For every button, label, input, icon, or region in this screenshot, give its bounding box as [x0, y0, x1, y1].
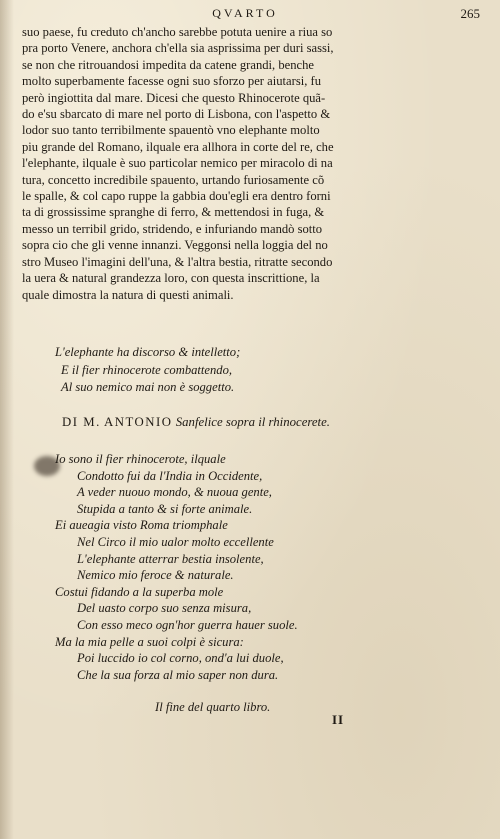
- heading-author-name: ANTONIO: [103, 415, 173, 429]
- prose-line: sopra cio che gli venne innanzi. Veggonsi nella loggia del no: [22, 238, 328, 253]
- sonnet: [55, 451, 455, 683]
- prose-line: però ingiottita dal mare. Dicesi che questo Rhinocerote quã-: [22, 90, 326, 105]
- epigram-line: L'elephante ha discorso & intelletto;: [55, 345, 241, 359]
- sonnet-line: Del uasto corpo suo senza misura,: [77, 601, 252, 616]
- sonnet-line: L'elephante atterrar bestia insolente,: [77, 551, 264, 566]
- prose-line: molto superbamente facesse ogni suo sforzo per aiutarsi, fu: [22, 74, 322, 89]
- prose-line: suo paese, fu creduto ch'ancho sarebbe potuta uenire a riua so: [22, 25, 333, 39]
- sonnet-line: A veder nuouo mondo, & nuoua gente,: [77, 485, 272, 500]
- sonnet-line: Nemico mio feroce & naturale.: [77, 568, 234, 583]
- sonnet-line: Che la sua forza al mio saper non dura.: [77, 667, 279, 682]
- sonnet-line: Nel Circo il mio ualor molto eccellente: [77, 534, 274, 549]
- prose-line: le spalle, & col capo ruppe la gabbia dou'egli era dentro forni: [22, 189, 331, 204]
- prose-line: do e'su sbarcato di mare nel porto di Lisbona, con l'aspetto &: [22, 107, 331, 122]
- epigram-line: Al suo nemico mai non è soggetto.: [61, 380, 235, 394]
- gathering-signature: II: [332, 712, 345, 727]
- page-gutter-shadow: [0, 0, 14, 839]
- poem-heading: [62, 415, 482, 430]
- sonnet-line: Con esso meco ogn'hor guerra hauer suole.: [77, 617, 298, 632]
- sonnet-line: Condotto fui da l'India in Occidente,: [77, 468, 263, 483]
- inscription-epigram: [55, 344, 455, 397]
- prose-line: se non che ritrouandosi impedita da catene grandi, benche: [22, 57, 314, 72]
- prose-line: quale dimostra la natura di questi animali.: [22, 287, 234, 302]
- prose-paragraph: [22, 24, 480, 303]
- sonnet-line: Ma la mia pelle a suoi colpi è sicura:: [55, 634, 244, 649]
- sonnet-line: Costui fidando a la superba mole: [55, 584, 224, 599]
- prose-line: la uera & natural grandezza loro, con questa inscrittione, la: [22, 271, 320, 286]
- prose-line: tura, concetto incredibile spauento, urtando furiosamente cõ: [22, 172, 325, 187]
- sonnet-line: Io sono il fier rhinocerote, ilquale: [55, 452, 226, 466]
- prose-line: pra porto Venere, anchora ch'ella sia asprissima per duri sassi,: [22, 41, 334, 56]
- page-number: 265: [460, 6, 480, 21]
- sonnet-line: Stupida a tanto & si forte animale.: [77, 501, 253, 516]
- running-head: QVARTO: [212, 6, 278, 20]
- prose-line: messo un terribil grido, stridendo, e infuriando mandò sotto: [22, 221, 323, 236]
- heading-prefix: DI M.: [62, 415, 101, 429]
- prose-line: l'elephante, ilquale è suo particolar nemico per miracolo di na: [22, 156, 333, 171]
- prose-line: lodor suo tanto terribilmente spauentò vno elephante molto: [22, 123, 320, 138]
- prose-line: ta di grossissime spranghe di ferro, & mettendosi in fuga, &: [22, 205, 325, 220]
- sonnet-line: Poi luccido io col corno, ond'a lui duole,: [77, 651, 284, 666]
- book-explicit: Il fine del quarto libro.: [155, 700, 271, 714]
- epigram-line: E il fier rhinocerote combattendo,: [61, 362, 233, 377]
- heading-rest: Sanfelice sopra il rhinocerete.: [175, 415, 330, 429]
- sonnet-line: Ei aueagia visto Roma triomphale: [55, 518, 228, 533]
- prose-line: piu grande del Romano, ilquale era allhora in corte del re, che: [22, 139, 334, 154]
- prose-line: stro Museo l'imagini dell'una, & l'altra bestia, ritratte secondo: [22, 254, 333, 269]
